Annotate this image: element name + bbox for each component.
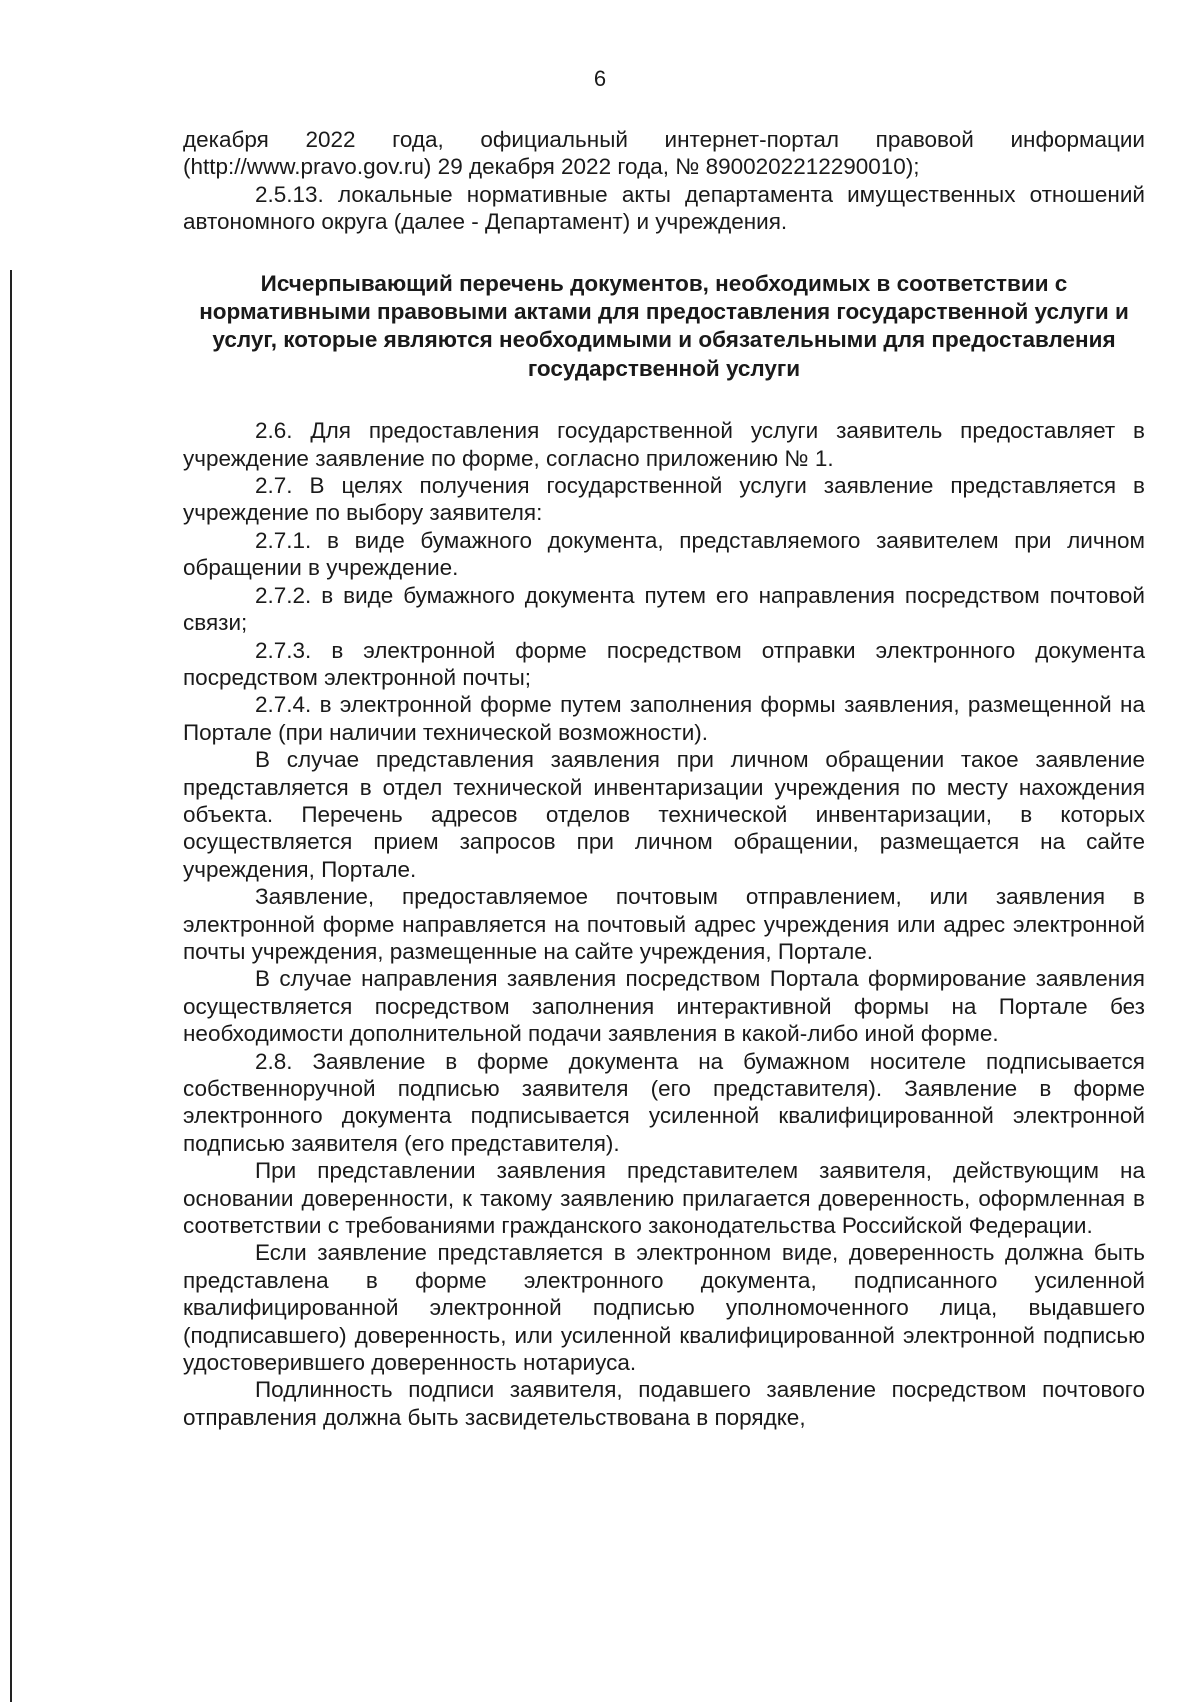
paragraph-2-7-3: 2.7.3. в электронной форме посредством отправки электронного документа посредством электронной почты; (183, 637, 1145, 690)
paragraph-postal-submission: Заявление, предоставляемое почтовым отправлением, или заявления в электронной форме направляется на почтовый адрес учреждения или адрес электронной почты учреждения, размещенные на сайте учреждения, Портале. (183, 884, 1145, 964)
paragraph-personal-submission: В случае представления заявления при личном обращении такое заявление представляется в отдел технической инвентаризации учреждения по месту нахождения объекта. Перечень адресов отделов технической инвентаризации, в которых осуществляется прием запросов при личном обращении, размещается на сайте учреждения, Портале. (183, 747, 1145, 882)
page-number: 6 (593, 66, 607, 91)
scan-margin-line (10, 270, 12, 1702)
paragraph-representative: При представлении заявления представителем заявителя, действующим на основании доверенности, к такому заявлению прилагается доверенность, оформленная в соответствии с требованиями гражданского законодательства Российской Федерации. (183, 1158, 1145, 1239)
paragraph-signature-authenticity: Подлинность подписи заявителя, подавшего заявление посредством почтового отправления должна быть засвидетельствована в порядке, (183, 1377, 1145, 1430)
paragraph-2-7-1: 2.7.1. в виде бумажного документа, представляемого заявителем при личном обращении в учреждение. (183, 527, 1145, 581)
paragraph-2-7-4: 2.7.4. в электронной форме путем заполнения формы заявления, размещенной на Портале (при наличии технической возможности). (183, 692, 1145, 745)
section-heading: Исчерпывающий перечень документов, необходимых в соответствии с нормативными правовыми актами для предоставления государственной услуги и услуг, которые являются необходимыми и обязательными для предоставления государственной услуги (199, 270, 1129, 381)
paragraph-continuation: декабря 2022 года, официальный интернет-портал правовой информации (http://www.pravo.gov.ru) 29 декабря 2022 года, № 8900202212290010); (183, 127, 1145, 180)
paragraph-2-7-2: 2.7.2. в виде бумажного документа путем его направления посредством почтовой связи; (183, 582, 1145, 636)
paragraph-electronic-power-of-attorney: Если заявление представляется в электронном виде, доверенность должна быть представлена в форме электронного документа, подписанного усиленной квалифицированной электронной подписью уполномоченного лица, выдавшего (подписавшего) доверенность, или усиленной квалифицированной электронной подписью удостоверившего доверенность нотариуса. (183, 1240, 1145, 1376)
paragraph-2-5-13: 2.5.13. локальные нормативные акты департамента имущественных отношений автономного округа (далее - Департамент) и учреждения. (183, 181, 1145, 235)
paragraph-portal-submission: В случае направления заявления посредством Портала формирование заявления осуществляется посредством заполнения интерактивной формы на Портале без необходимости дополнительной подачи заявления в какой-либо иной форме. (183, 966, 1145, 1047)
paragraph-2-8: 2.8. Заявление в форме документа на бумажном носителе подписывается собственноручной подписью заявителя (его представителя). Заявление в форме электронного документа подписывается усиленной квалифицированной электронной подписью заявителя (его представителя). (183, 1048, 1145, 1156)
paragraph-2-7: 2.7. В целях получения государственной услуги заявление представляется в учреждение по выбору заявителя: (183, 473, 1145, 526)
document-body (183, 126, 1145, 1431)
paragraph-2-6: 2.6. Для предоставления государственной услуги заявитель предоставляет в учреждение заявление по форме, согласно приложению № 1. (183, 418, 1145, 471)
